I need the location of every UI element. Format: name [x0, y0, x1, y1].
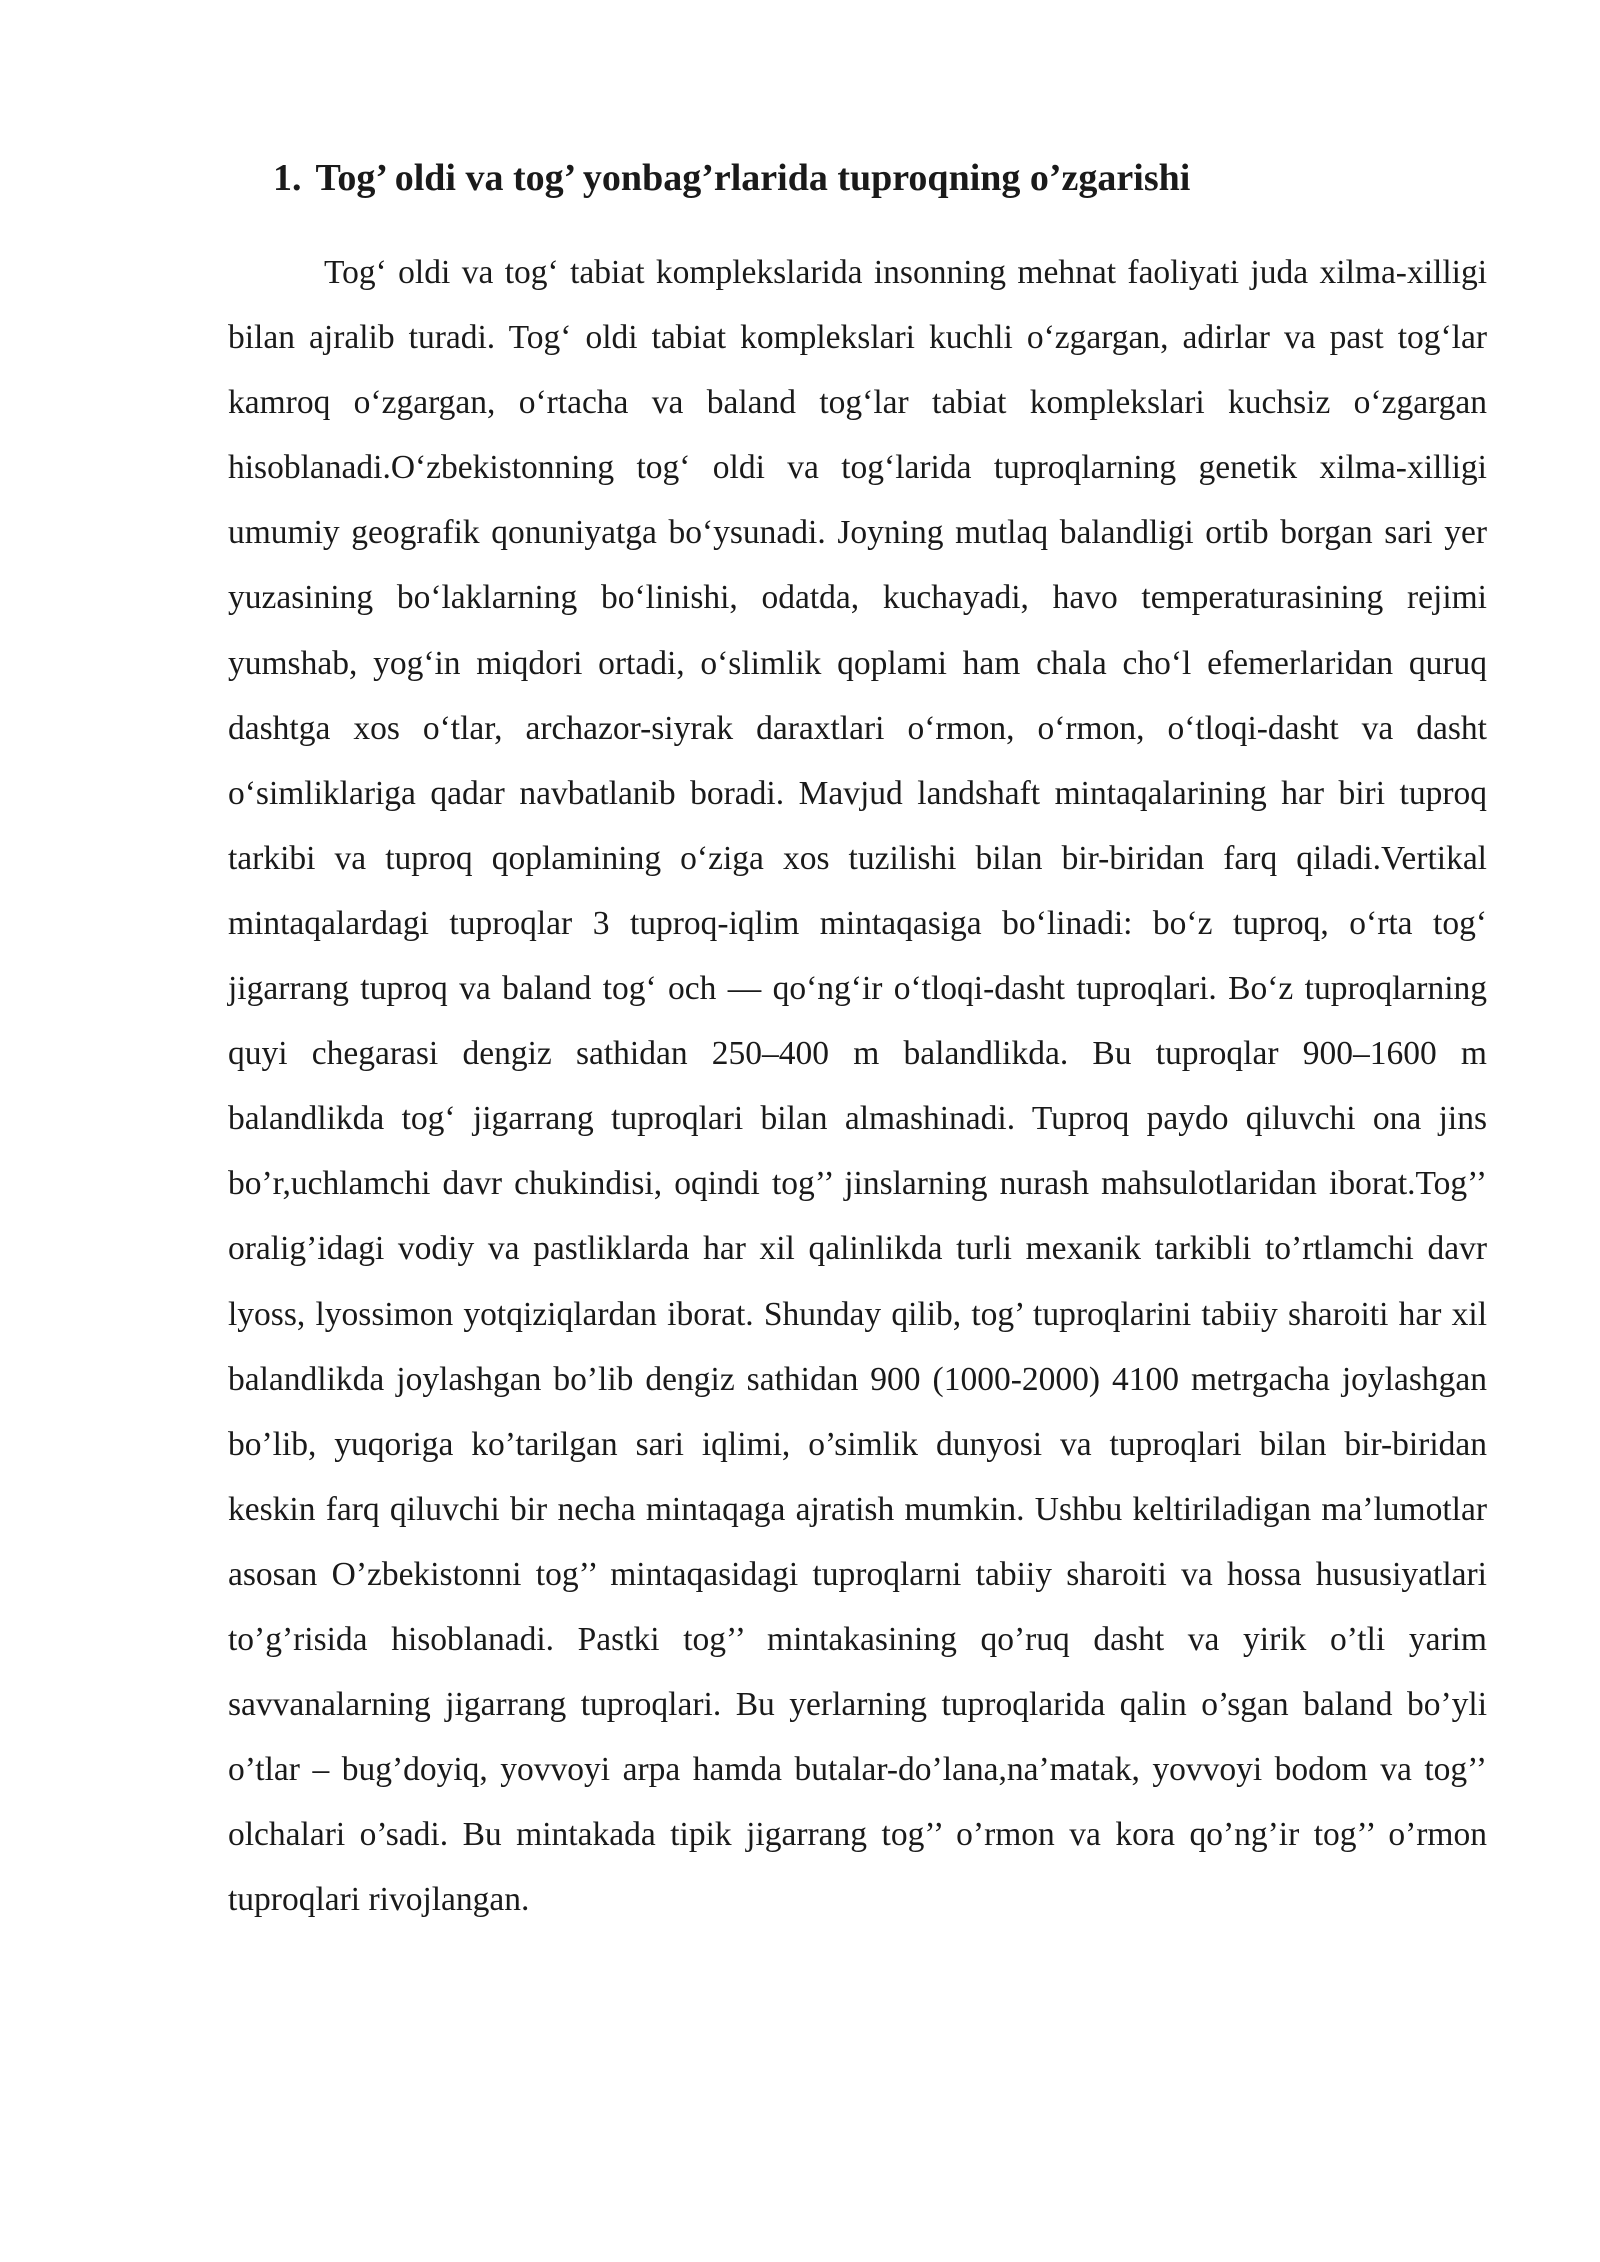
body-paragraph: Tog‘ oldi va tog‘ tabiat komplekslarida insonning mehnat faoliyati juda xilma-xilligi bilan ajralib turadi. Tog‘ oldi tabiat komplekslari kuchli o‘zgargan, adirlar va past tog‘lar kamroq o‘zgargan, o‘rtacha va baland tog‘lar tabiat komplekslari kuchsiz o‘zgargan hisoblanadi.O‘zbekistonning tog‘ oldi va tog‘larida tuproqlarning genetik xilma-xilligi umumiy geografik qonuniyatga bo‘ysunadi. Joyning mutlaq balandligi ortib borgan sari yer yuzasining bo‘laklarning bo‘linishi, odatda, kuchayadi, havo temperaturasining rejimi yumshab, yog‘in miqdori ortadi, o‘slimlik qoplami ham chala cho‘l efemerlaridan quruq dashtga xos o‘tlar, archazor-siyrak daraxtlari o‘rmon, o‘rmon, o‘tloqi-dasht va dasht o‘simliklariga qadar navbatlanib boradi. Mavjud landshaft mintaqalarining har biri tuproq tarkibi va tuproq qoplamining o‘ziga xos tuzilishi bilan bir-biridan farq qiladi.Vertikal mintaqalardagi tuproqlar 3 tuproq-iqlim mintaqasiga bo‘linadi: bo‘z tuproq, o‘rta tog‘ jigarrang tuproq va baland tog‘ och — qo‘ng‘ir o‘tloqi-dasht tuproqlari. Bo‘z tuproqlarning quyi chegarasi dengiz sathidan 250–400 m balandlikda. Bu tuproqlar 900–1600 m balandlikda tog‘ jigarrang tuproqlari bilan almashinadi. Tuproq paydo qiluvchi ona jins bo’r,uchlamchi davr chukindisi, oqindi tog’’ jinslarning nurash mahsulotlaridan iborat.Tog’’ oralig’idagi vodiy va pastliklarda har xil qalinlikda turli mexanik tarkibli to’rtlamchi davr lyoss, lyossimon yotqiziqlardan iborat. Shunday qilib, tog’ tuproqlarini tabiiy sharoiti har xil balandlikda joylashgan bo’lib dengiz sathidan 900 (1000-2000) 4100 metrgacha joylashgan bo’lib, yuqoriga ko’tarilgan sari iqlimi, o’simlik dunyosi va tuproqlari bilan bir-biridan keskin farq qiluvchi bir necha mintaqaga ajratish mumkin. Ushbu keltiriladigan ma’lumotlar asosan O’zbekistonni tog’’ mintaqasidagi tuproqlarni tabiiy sharoiti va hossa hususiyatlari to’g’risida hisoblanadi. Pastki tog’’ mintakasining qo’ruq dasht va yirik o’tli yarim savvanalarning jigarrang tuproqlari. Bu yerlarning tuproqlarida qalin o’sgan baland bo’yli o’tlar – bug’doyiq, yovvoyi arpa hamda butalar-do’lana,na’matak, yovvoyi bodom va tog’’ olchalari o’sadi. Bu mintakada tipik jigarrang tog’’ o’rmon va kora qo’ng’ir tog’’ o’rmon tuproqlari rivojlangan.: [228, 254, 1487, 1919]
section-number: 1.: [273, 157, 302, 199]
section-title: Tog’ oldi va tog’ yonbag’rlarida tuproqning o’zgarishi: [315, 157, 1191, 199]
section-heading: [273, 150, 1190, 206]
